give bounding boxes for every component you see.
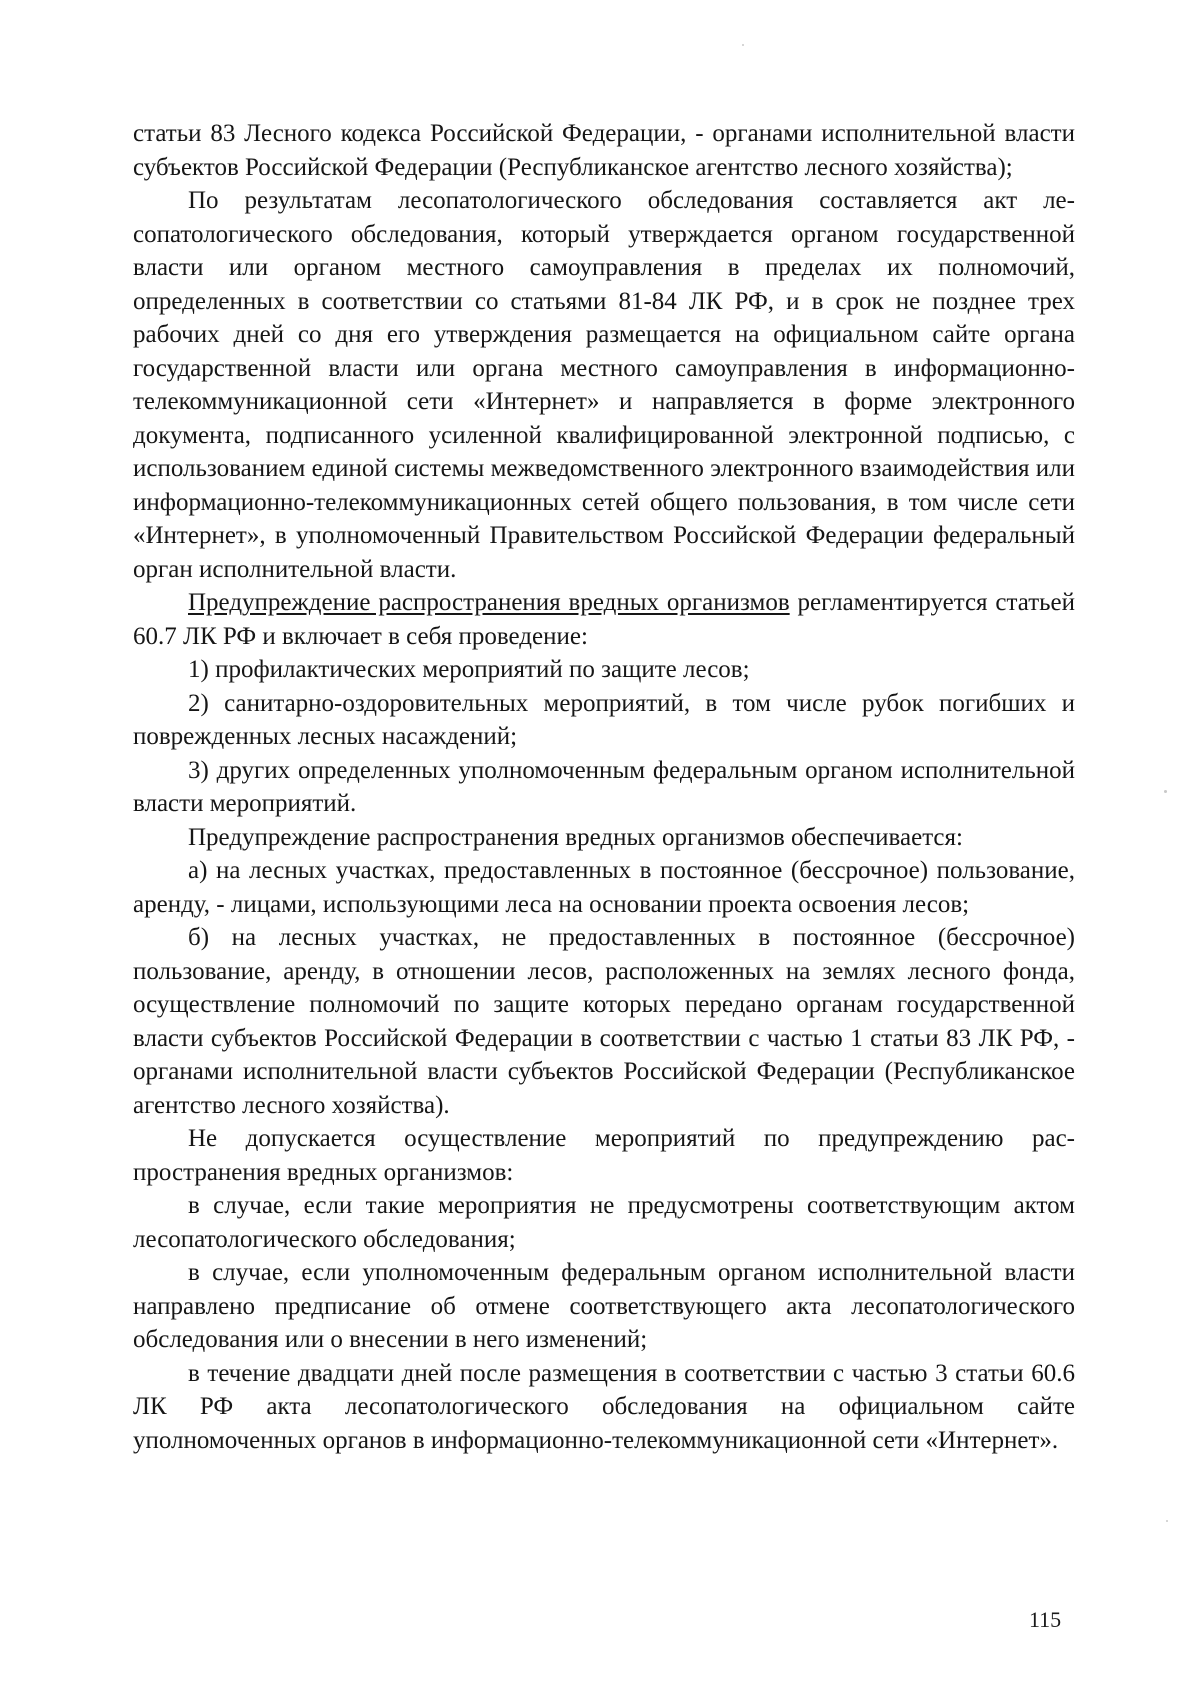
paragraph-prevention-provided: Предупреждение распространения вредных организмов обеспечивается: xyxy=(188,823,963,851)
paragraph-inspection-act: По результатам лесопатологического обследования составляется акт лесопатологического обследования, который утверждается органом государственной власти или органом местного самоуправления в пределах их полномочий, определенных в соответствии со статьями 81-84 ЛК РФ, и в срок не позднее трех рабочих дней со дня его утверждения размещается на официальном сайте органа государственной власти или органа местного самоуправления в информационно-телекоммуникационной сети «Интернет» и направляется в форме электронного документа, подписанного усиленной квалифицированной электронной подписью, с использованием единой системы межведомственного электронного взаимодействия или информационно-телекоммуникационных сетей общего пользования, в том числе сети «Интернет», в уполномоченный Правительством Российской Федерации федеральный орган исполнительной власти. xyxy=(133,187,1075,583)
underlined-heading-phrase: Предупреждение распространения вредных организмов xyxy=(188,589,790,616)
document-page xyxy=(133,117,1075,1457)
page-number: 115 xyxy=(1029,1607,1062,1632)
paragraph-not-allowed: Не допускается осуществление мероприятий по предупреждению распространения вредных организмов: xyxy=(133,1125,1075,1186)
list-item-b: б) на лесных участках, не предоставленных в постоянное (бессрочное) пользование, аренду, в отношении лесов, расположенных на землях лесного фонда, осуществление полномочий по защите которых передано органам государственной власти субъектов Российской Федерации в соответствии с частью 1 статьи 83 ЛК РФ, - органами исполнительной власти субъектов Российской Федерации (Республиканское агентство лесного хозяйства). xyxy=(133,924,1075,1119)
paragraph-prevention-regulation-text: регламентируется статьей 60.7 ЛК РФ и включает в себя проведение: xyxy=(133,589,1075,650)
condition-item-3: в течение двадцати дней после размещения в соответствии с частью 3 статьи 60.6 ЛК РФ акта лесопатологического обследования на официальном сайте уполномоченных органов в информационно-телекоммуникационной сети «Интернет». xyxy=(133,1359,1075,1454)
list-item-2: 2) санитарно-оздоровительных мероприятий, в том числе рубок погибших и поврежденных лесных насаждений; xyxy=(133,689,1075,750)
list-item-1: 1) профилактических мероприятий по защите лесов; xyxy=(188,656,750,683)
list-item-a: а) на лесных участках, предоставленных в постоянное (бессрочное) пользование, аренду, - лицами, использующими леса на основании проекта освоения лесов; xyxy=(133,857,1075,918)
scan-speck xyxy=(1166,1520,1168,1522)
condition-item-1: в случае, если такие мероприятия не предусмотрены соответствующим актом лесопатологического обследования; xyxy=(133,1192,1075,1253)
paragraph-prevention-regulation xyxy=(133,586,1075,653)
scan-speck xyxy=(1164,790,1167,793)
scan-speck xyxy=(742,44,744,46)
list-item-3: 3) других определенных уполномоченным федеральным органом исполнительной власти мероприятий. xyxy=(133,756,1075,817)
paragraph-continuation: статьи 83 Лесного кодекса Российской Федерации, - органами исполнительной власти субъектов Российской Федерации (Республиканское агентство лесного хозяйства); xyxy=(133,120,1075,181)
condition-item-2: в случае, если уполномоченным федеральным органом исполнительной власти направлено предписание об отмене соответствующего акта лесопатологического обследования или о внесении в него изменений; xyxy=(133,1259,1075,1353)
